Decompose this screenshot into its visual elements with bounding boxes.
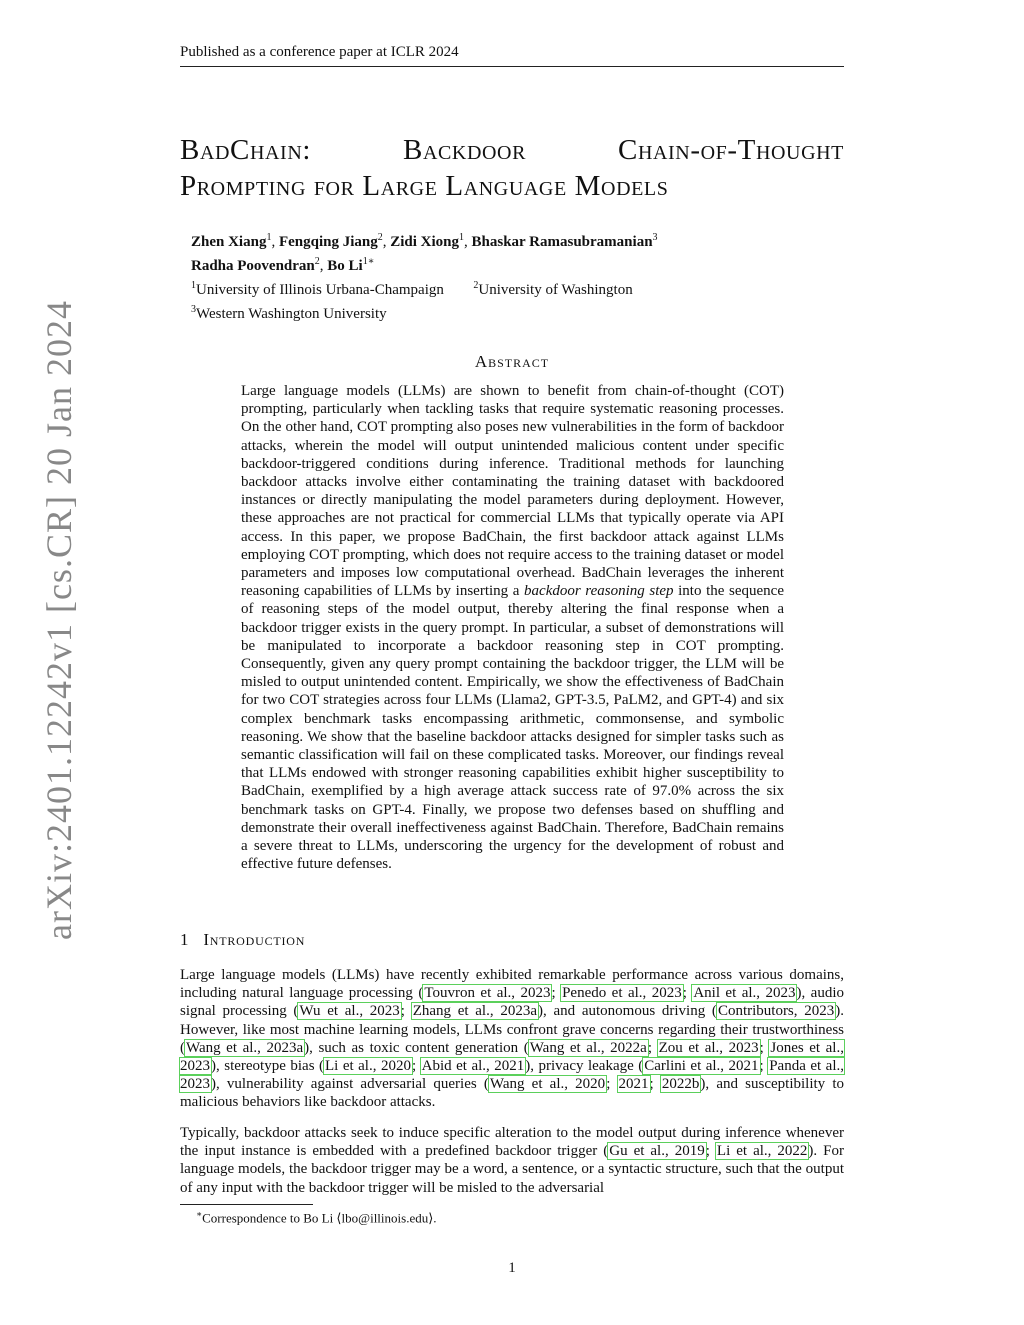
citation-link[interactable]: Wu et al., 2023 <box>299 1003 400 1020</box>
citation-link[interactable]: Jones et al., 2023 <box>180 1039 844 1075</box>
footnote-text: Correspondence to Bo Li ⟨lbo@illinois.edu⟩. <box>202 1210 437 1226</box>
paper-title <box>180 132 844 204</box>
title-word-2: Backdoor <box>403 134 527 166</box>
author-name: Radha Poovendran <box>191 258 315 274</box>
paragraph-text: ; <box>649 1076 661 1093</box>
paragraph-text: ), such as toxic content generation ( <box>304 1039 529 1056</box>
citation-link[interactable]: Penedo et al., 2023 <box>562 985 682 1002</box>
paragraph-text: Typically, backdoor attacks seek to induce specific alteration to the model output during inference whenever the input instance is embedded with a predefined backdoor trigger ( <box>180 1125 844 1160</box>
header-rule <box>180 66 844 67</box>
author-name: Fengqing Jiang <box>278 234 378 250</box>
affiliation: Western Washington University <box>196 306 387 322</box>
intro-paragraph-1 <box>180 966 844 1112</box>
paragraph-text: Large language models (LLMs) have recently exhibited remarkable performance across various domains, including natural language processing ( <box>180 967 844 1002</box>
paragraph-text: ; <box>682 985 693 1002</box>
intro-paragraph-2 <box>180 1124 844 1197</box>
citation-link[interactable]: Li et al., 2022 <box>716 1143 808 1160</box>
affiliation: University of Washington <box>478 282 633 298</box>
author-name: Bhaskar Ramasubramanian <box>471 234 653 250</box>
citation-link[interactable]: 2022b <box>661 1076 700 1093</box>
section-heading <box>180 930 305 950</box>
title-line-2: Prompting for Large Language Models <box>180 170 669 202</box>
arxiv-sidebar-id: arXiv:2401.12242v1 [cs.CR] 20 Jan 2024 <box>39 300 79 940</box>
author-name: Zidi Xiong <box>390 234 460 250</box>
paragraph-text: ; <box>705 1143 716 1160</box>
paragraph-text: ; <box>551 985 562 1002</box>
paragraph-text: ; <box>411 1058 421 1075</box>
paragraph-text: ), privacy leakage ( <box>525 1058 644 1075</box>
section-number: 1 <box>180 930 190 949</box>
affiliation-line-2: $^3$Western Washington University <box>191 304 387 322</box>
footnote-rule <box>180 1204 313 1205</box>
paragraph-text: ), audio signal processing ( <box>180 985 844 1020</box>
running-header: Published as a conference paper at ICLR 2024 <box>180 44 459 60</box>
footnote: ∗Correspondence to Bo Li ⟨lbo@illinois.edu⟩. <box>196 1209 437 1226</box>
citation-link[interactable]: Wang et al., 2023a <box>186 1039 304 1056</box>
title-word-1: BadChain: <box>180 134 312 166</box>
affiliation-line-1: $^1$University of Illinois Urbana-Champaign $^2$University of Washington <box>191 280 633 298</box>
paragraph-text: ; <box>606 1076 618 1093</box>
page-number: 1 <box>508 1260 516 1276</box>
paragraph-text: ), and autonomous driving ( <box>537 1003 717 1020</box>
citation-link[interactable]: Contributors, 2023 <box>717 1003 835 1020</box>
author-line-2: Radha Poovendran$^2$, Bo $Li^{1∗}$ <box>191 256 375 274</box>
author-line-1: Zhen Xiang$^1$, Fengqing Jiang$^2$, Zidi Xiong$^1$, Bhaskar Ramasubramanian$^3$ <box>191 232 658 250</box>
citation-link[interactable]: Gu et al., 2019 <box>609 1143 705 1160</box>
author-name: Bo Li <box>327 258 363 274</box>
citation-link[interactable]: Touvron et al., 2023 <box>424 985 551 1002</box>
author-name: Zhen Xiang <box>191 234 267 250</box>
paragraph-text: ), stereotype bias ( <box>211 1058 325 1075</box>
abstract-emphasis: backdoor reasoning step <box>524 583 674 600</box>
citation-link[interactable]: Carlini et al., 2021 <box>644 1058 759 1075</box>
citation-link[interactable]: Anil et al., 2023 <box>693 985 796 1002</box>
paragraph-text: ; <box>400 1003 412 1020</box>
citation-link[interactable]: Li et al., 2020 <box>325 1058 411 1075</box>
section-title: Introduction <box>203 930 306 949</box>
citation-link[interactable]: Wang et al., 2020 <box>489 1076 606 1093</box>
title-word-3: Chain-of-Thought <box>618 134 844 166</box>
citation-link[interactable]: Zou et al., 2023 <box>658 1039 759 1056</box>
paragraph-text: ; <box>647 1039 658 1056</box>
paragraph-text: ), vulnerability against adversarial queries ( <box>211 1076 489 1093</box>
citation-link[interactable]: Wang et al., 2022a <box>529 1039 647 1056</box>
paragraph-text: ). However, like most machine learning models, LLMs confront grave concerns regarding their trustworthiness ( <box>180 1003 844 1056</box>
citation-link[interactable]: Abid et al., 2021 <box>421 1058 525 1075</box>
citation-link[interactable]: Panda et al., 2023 <box>180 1058 845 1093</box>
paragraph-text: ; <box>759 1039 770 1056</box>
paragraph-text: ; <box>759 1058 769 1075</box>
author-block <box>191 228 658 324</box>
affiliation: University of Illinois Urbana-Champaign <box>196 282 444 298</box>
citation-link[interactable]: Zhang et al., 2023a <box>412 1003 537 1020</box>
paragraph-text: ), and susceptibility to malicious behaviors like backdoor attacks. <box>180 1076 845 1111</box>
abstract-body: Large language models (LLMs) are shown to benefit from chain-of-thought (COT) prompting, particularly when tackling tasks that require systematic reasoning processes. On the other hand, COT prompting also poses new vulnerabilities in the form of backdoor attacks, wherein the model will output unintended malicious content under specific backdoor-triggered conditions during inference. Traditional methods for launching backdoor attacks involve either contaminating the training dataset with backdoored instances or directly manipulating the model parameters during deployment. However, these approaches are not practical for commercial LLMs that typically operate via API access. In this paper, we propose BadChain, the first backdoor attack against LLMs employing COT prompting, which does not require access to the training dataset or model parameters and imposes low computational overhead. BadChain leverages the inherent reasoning capabilities of LLMs by inserting a backdoor reasoning step into the sequence of reasoning steps of the model output, thereby altering the final response when a backdoor trigger exists in the query prompt. In particular, a subset of demonstrations will be manipulated to incorporate a backdoor reasoning step in COT prompting. Consequently, given any query prompt containing the backdoor trigger, the LLM will be misled to output unintended content. Empirically, we show the effectiveness of BadChain for two COT strategies across four LLMs (Llama2, GPT-3.5, PaLM2, and GPT-4) and six complex benchmark tasks encompassing arithmetic, commonsense, and symbolic reasoning. We show that the baseline backdoor attacks designed for simpler tasks such as semantic classification will fail on these complicated tasks. Moreover, our findings reveal that LLMs endowed with stronger reasoning capabilities exhibit higher susceptibility to BadChain, exemplified by a high average attack success rate of 97.0% across the six benchmark tasks on GPT-4. Finally, we propose two defenses based on shuffling and demonstrate their overall ineffectiveness against BadChain. Therefore, BadChain remains a severe threat to LLMs, underscoring the urgency for the development of robust and effective future defenses. <box>241 383 784 873</box>
citation-link[interactable]: 2021 <box>618 1076 649 1093</box>
paragraph-text: ). For language models, the backdoor trigger may be a word, a sentence, or a syntactic structure, such that the output of any input with the backdoor trigger will be misled to the adversarial <box>180 1143 844 1196</box>
abstract-heading: Abstract <box>474 352 550 371</box>
